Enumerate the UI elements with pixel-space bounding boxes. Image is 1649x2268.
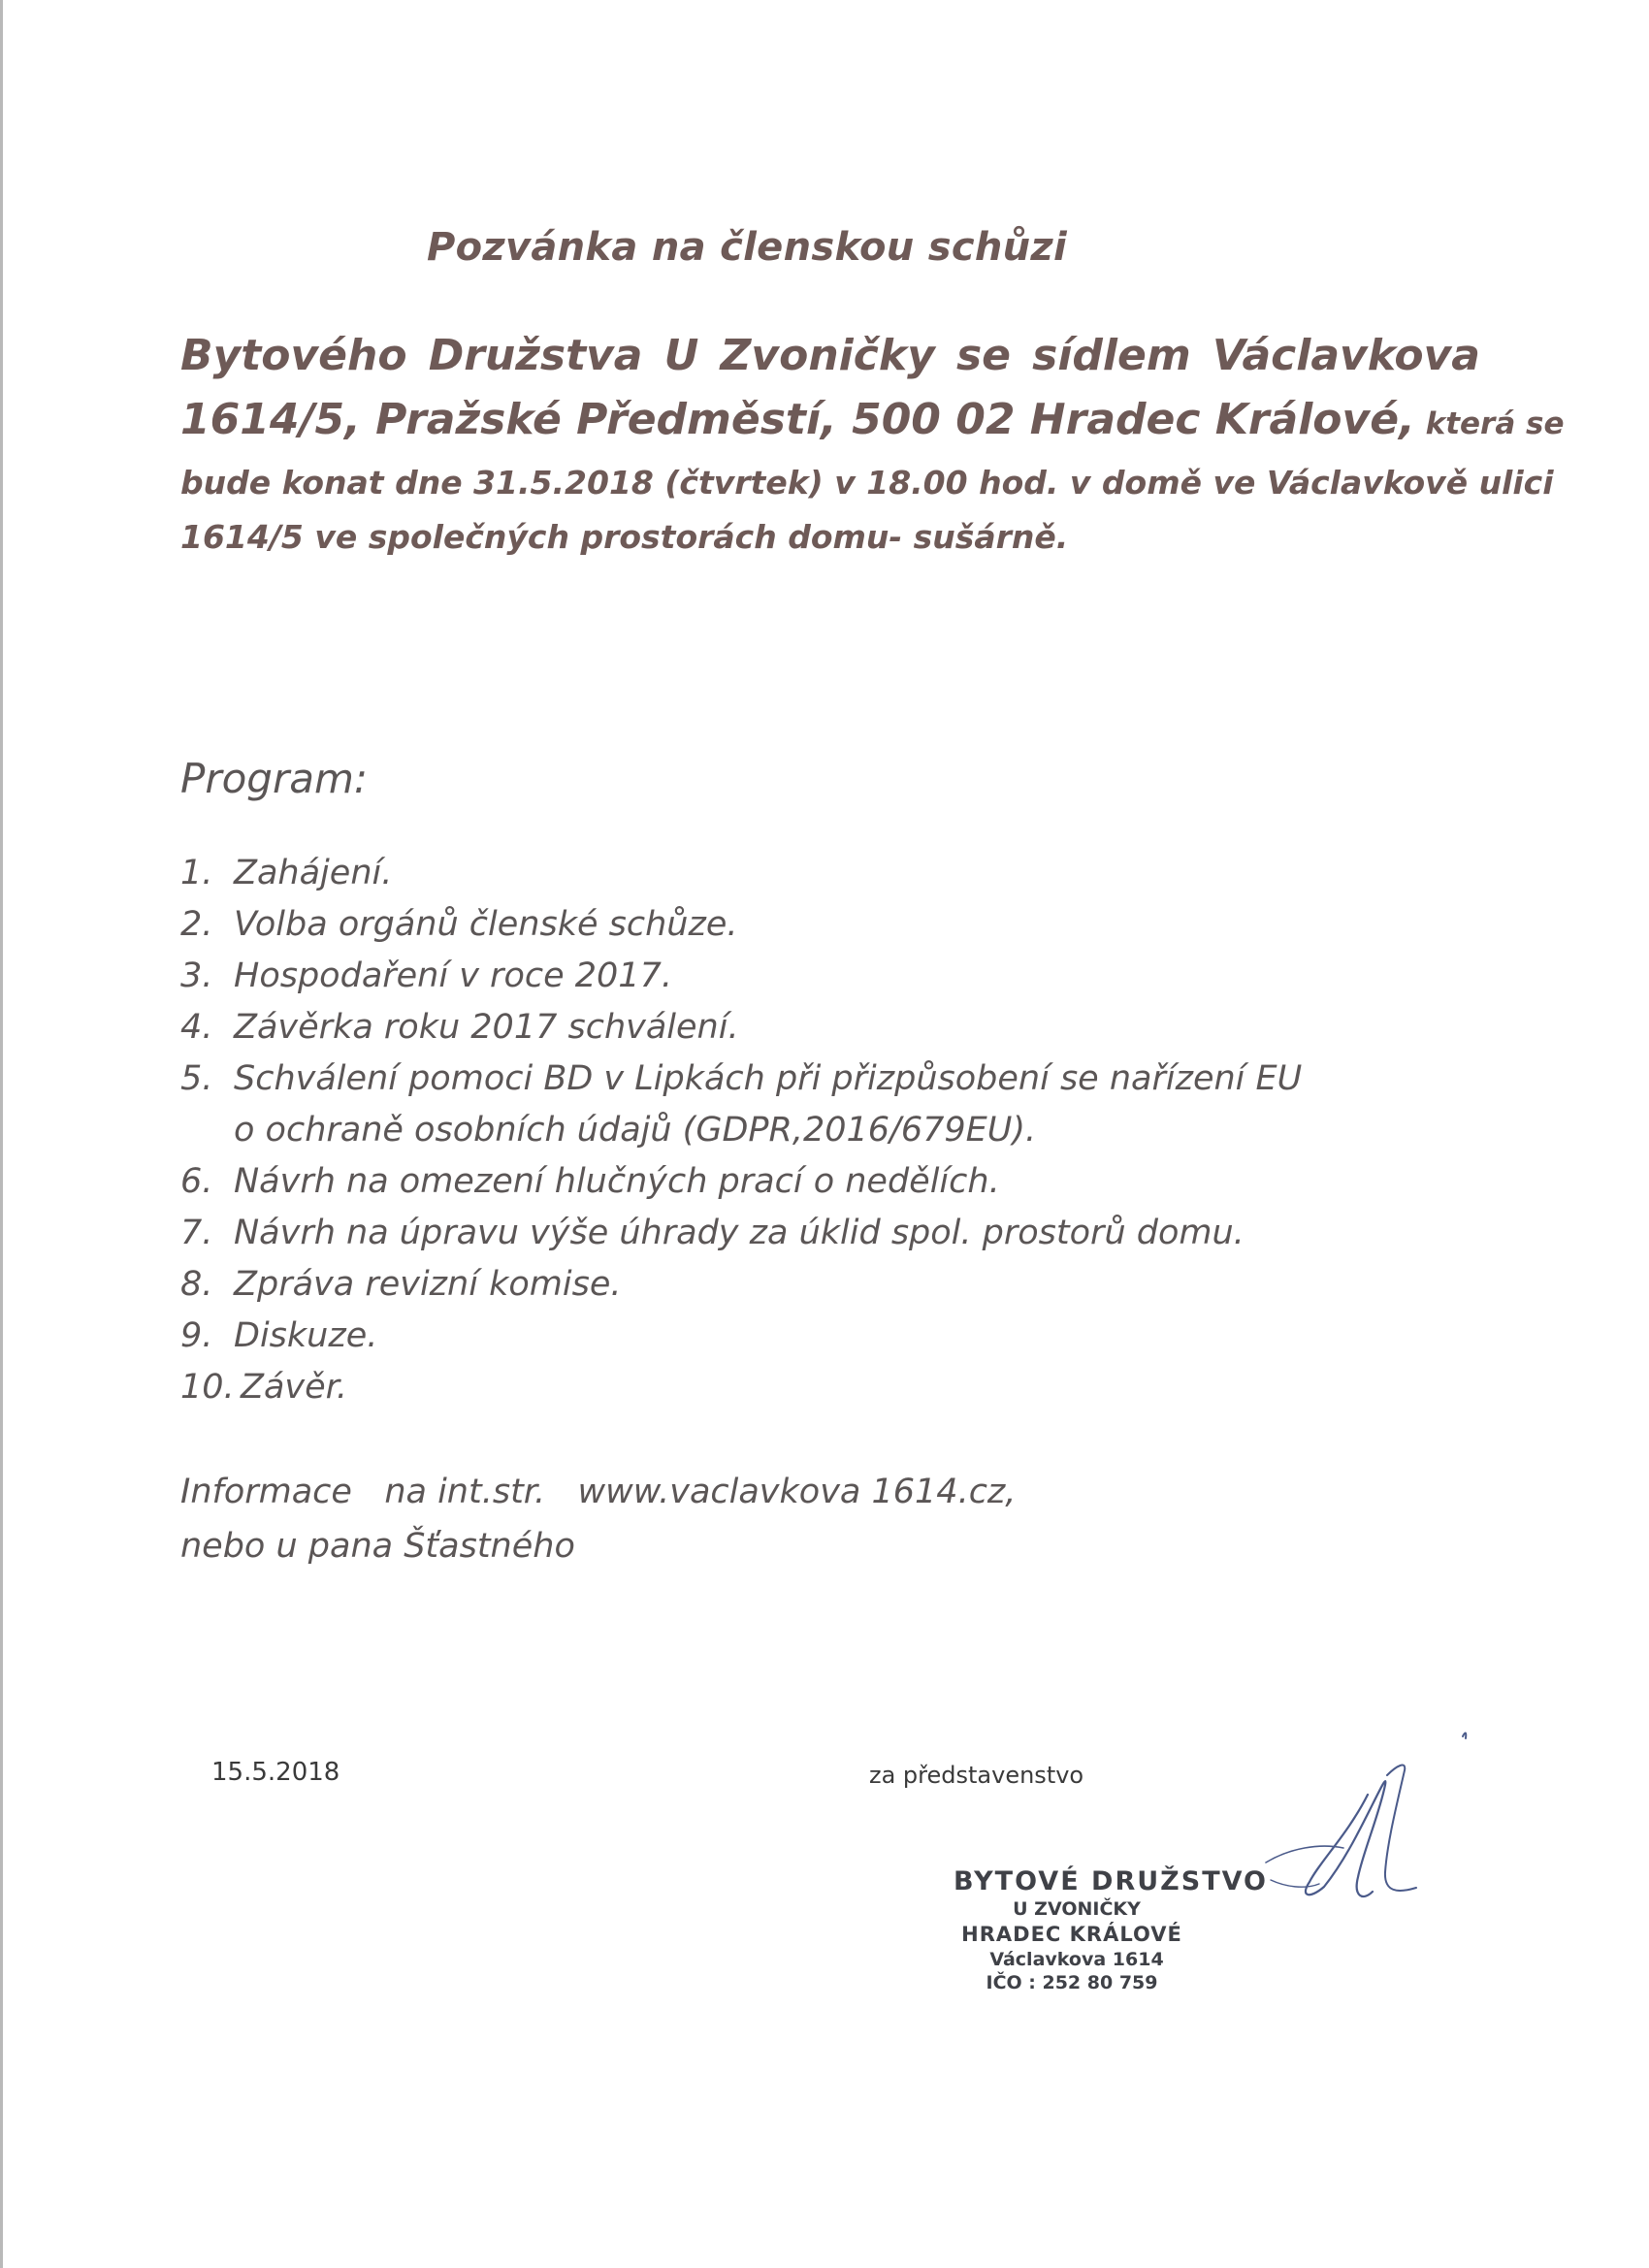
intro-paragraph	[180, 324, 1565, 565]
stamp-line-4: Václavkova 1614	[989, 1949, 1164, 1970]
intro-word: sídlem	[1032, 331, 1191, 380]
intro-word: Zvoničky	[720, 331, 935, 380]
program-item-number: 7.	[180, 1214, 213, 1252]
intro-word: U	[663, 331, 699, 380]
program-item-text: Návrh na úpravu výše úhrady za úklid spol. prostorů domu.	[234, 1214, 1245, 1252]
info-line-1: Informace na int.str. www.vaclavkova 1614.cz,	[180, 1473, 1017, 1511]
intro-word: Bytového	[180, 331, 407, 380]
intro-line-3: bude konat dne 31.5.2018 (čtvrtek) v 18.00 hod. v domě ve Václavkově ulici	[180, 464, 1554, 502]
program-item-text: Závěrka roku 2017 schválení.	[234, 1008, 739, 1047]
program-item-number: 9.	[180, 1316, 213, 1355]
intro-word: Václavkova	[1212, 331, 1480, 380]
program-item-text: Schválení pomoci BD v Lipkách při přizpůsobení se nařízení EU o ochraně osobních údajů (GDPR,2016/679EU).	[234, 1059, 1303, 1150]
program-item-number: 4.	[180, 1008, 213, 1047]
intro-word: Družstva	[428, 331, 643, 380]
intro-line-4: 1614/5 ve společných prostorách domu- sušárně.	[180, 518, 1069, 556]
document-title: Pozvánka na členskou schůzi	[427, 225, 1067, 270]
intro-continuation: která se	[1414, 406, 1565, 441]
handwritten-signature	[1251, 1717, 1504, 1950]
intro-address: 1614/5, Pražské Předměstí, 500 02 Hradec Králové,	[180, 395, 1415, 444]
program-item-number: 10.	[180, 1368, 235, 1407]
document-date: 15.5.2018	[211, 1758, 340, 1787]
program-item-text: Hospodaření v roce 2017.	[234, 956, 672, 995]
program-item-text: Zpráva revizní komise.	[234, 1265, 622, 1304]
info-note	[180, 1465, 1016, 1573]
program-heading: Program:	[180, 755, 369, 802]
program-item-number: 3.	[180, 956, 213, 995]
stamp-line-5: IČO : 252 80 759	[986, 1972, 1158, 1993]
stamp-line-3: HRADEC KRÁLOVÉ	[961, 1923, 1182, 1946]
program-item-number: 5.	[180, 1059, 213, 1098]
program-item-number: 6.	[180, 1162, 213, 1201]
intro-line-2	[180, 388, 1565, 456]
intro-line-1	[180, 324, 1480, 388]
board-label: za představenstvo	[869, 1762, 1084, 1789]
program-item-number: 1.	[180, 854, 213, 892]
stamp-line-2: U ZVONIČKY	[1013, 1898, 1141, 1920]
program-item-text: Závěr.	[241, 1368, 347, 1407]
program-item-text: Diskuze.	[234, 1316, 378, 1355]
intro-word: se	[955, 331, 1011, 380]
program-item-number: 8.	[180, 1265, 213, 1304]
program-item-text: Zahájení.	[234, 854, 393, 892]
program-item-text: Volba orgánů členské schůze.	[234, 905, 738, 944]
cooperative-stamp	[931, 1866, 1290, 1994]
info-line-2: nebo u pana Šťastného	[180, 1527, 575, 1566]
stamp-line-1: BYTOVÉ DRUŽSTVO	[954, 1866, 1268, 1896]
program-item-number: 2.	[180, 905, 213, 944]
scan-edge	[0, 0, 3, 2268]
program-item-text: Návrh na omezení hlučných prací o nedělích.	[234, 1162, 1000, 1201]
